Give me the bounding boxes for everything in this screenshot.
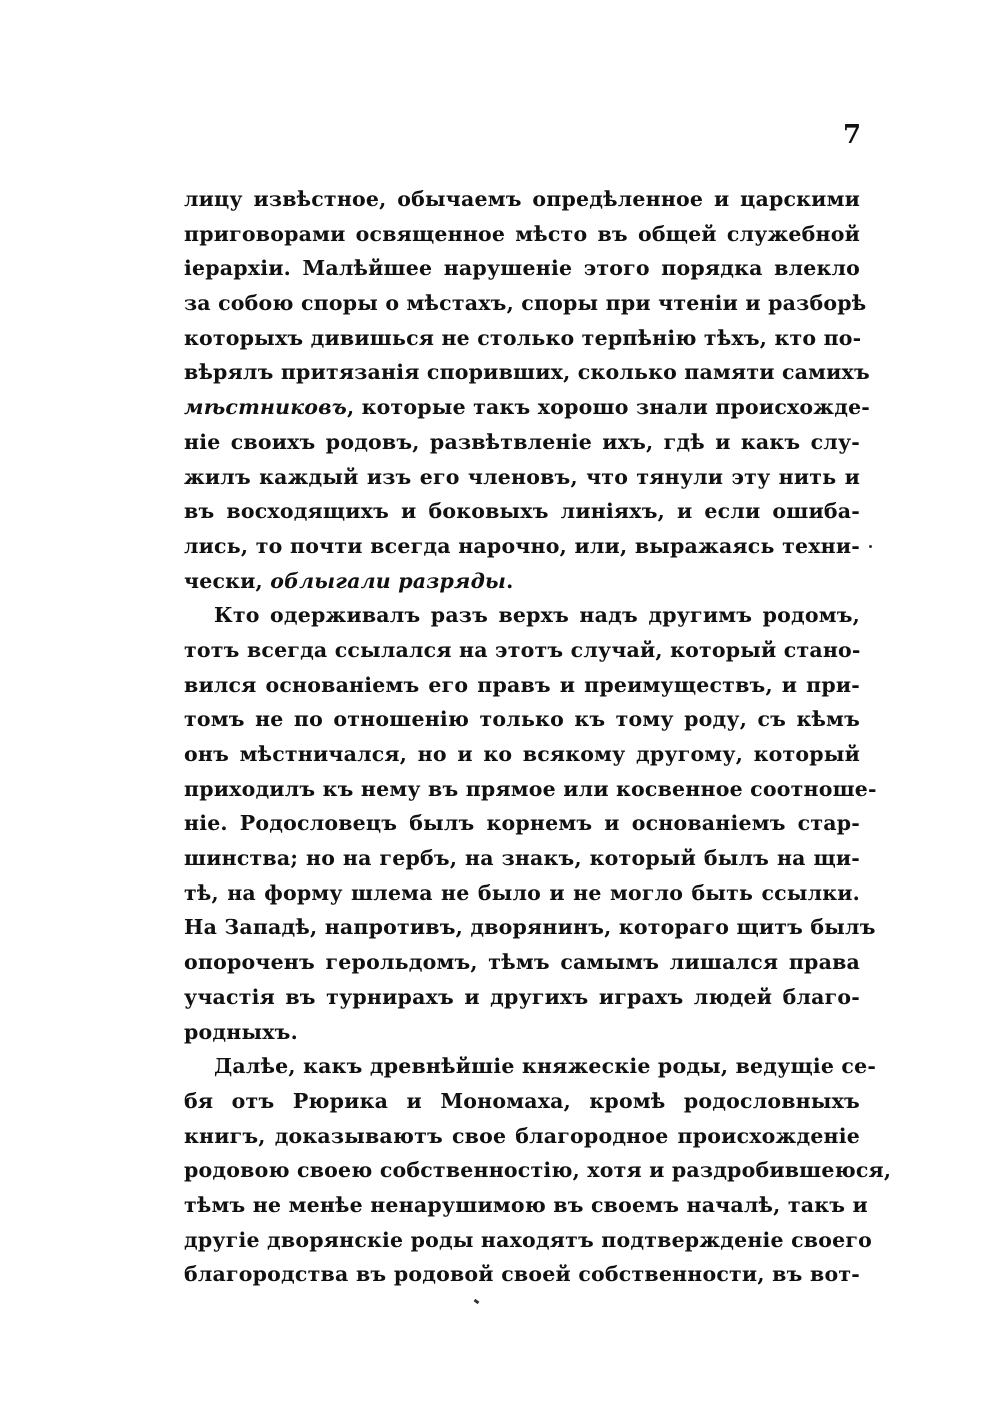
print-speck	[869, 545, 872, 548]
paragraph-1	[184, 182, 871, 598]
paragraph-3	[184, 1049, 892, 1292]
body-text	[184, 182, 892, 1292]
text-run: .	[506, 568, 514, 593]
text-line: тотъ всегда ссылался на этотъ случай, который стано-	[184, 637, 861, 662]
text-line: за собою споры о мѣстахъ, споры при чтенiи и разборѣ	[184, 291, 867, 316]
text-line: На Западѣ, напротивъ, дворянинъ, котораго щитъ былъ	[184, 915, 876, 940]
text-line: нiе своихъ родовъ, развѣтвленiе ихъ, гдѣ и какъ слу-	[184, 429, 860, 454]
text-line: опороченъ герольдомъ, тѣмъ самымъ лишался права	[184, 950, 860, 975]
text-line: шинства; но на гербъ, на знакъ, который былъ на щи-	[184, 846, 860, 871]
text-line: приходилъ къ нему въ прямое или косвенное соотноше-	[184, 776, 877, 801]
text-line: въ восходящихъ и боковыхъ линiяхъ, и если ошиба-	[184, 499, 860, 524]
text-run: , которые такъ хорошо знали происхожде-	[346, 395, 871, 420]
text-line: приговорами освященное мѣсто въ общей служебной	[184, 221, 860, 246]
text-line: вѣрялъ притязанiя споривших, сколько памяти самихъ	[184, 360, 870, 385]
text-line: нiе. Родословецъ былъ корнемъ и основанiемъ стар-	[184, 811, 860, 836]
text-line: жилъ каждый изъ его членовъ, что тянули эту нить и	[184, 464, 860, 489]
text-line: родовою своею собственностiю, хотя и раздробившеюся,	[184, 1158, 892, 1183]
text-line: которыхъ дивишься не столько терпѣнiю тѣхъ, кто по-	[184, 325, 862, 350]
text-line: Далѣе, какъ древнѣйшiе княжескiе роды, ведущiе се-	[214, 1054, 877, 1079]
print-speck	[474, 1299, 480, 1304]
text-line: вился основанiемъ его правъ и преимуществъ, и при-	[184, 672, 860, 697]
page-number: 7	[843, 120, 862, 150]
text-line	[184, 564, 860, 599]
text-line: благородства въ родовой своей собственности, въ вот-	[184, 1262, 860, 1287]
text-line: онъ мѣстничался, но и ко всякому другому, который	[184, 742, 860, 766]
text-line: участiя въ турнирахъ и другихъ играхъ людей благо-	[184, 984, 860, 1009]
italic-term: облыгали разряды	[270, 568, 507, 593]
paragraph-2	[184, 598, 877, 1049]
text-line: тѣмъ не менѣе ненарушимою въ своемъ началѣ, такъ и	[184, 1192, 868, 1217]
italic-term: мѣстниковъ	[184, 395, 347, 420]
text-line: томъ не по отношенiю только къ тому роду, съ кѣмъ	[184, 707, 860, 732]
text-line	[184, 390, 871, 425]
text-line: лись, то почти всегда нарочно, или, выражаясь техни-	[184, 533, 860, 558]
text-line: лицу извѣстное, обычаемъ опредѣленное и царскими	[184, 187, 860, 211]
text-line: родныхъ.	[184, 1019, 298, 1044]
text-line: книгъ, доказываютъ свое благородное происхожденiе	[184, 1123, 860, 1148]
text-line: Кто одерживалъ разъ верхъ надъ другимъ родомъ,	[214, 603, 860, 628]
text-run: чески,	[184, 568, 271, 593]
text-line: бя отъ Рюрика и Мономаха, кромѣ родословныхъ	[184, 1088, 860, 1113]
text-line: другiе дворянскiе роды находятъ подтвержденiе своего	[184, 1227, 873, 1252]
text-line: тѣ, на форму шлема не было и не могло быть ссылки.	[184, 880, 860, 905]
text-line: iерархiи. Малѣйшее нарушенiе этого порядка влекло	[184, 256, 861, 281]
